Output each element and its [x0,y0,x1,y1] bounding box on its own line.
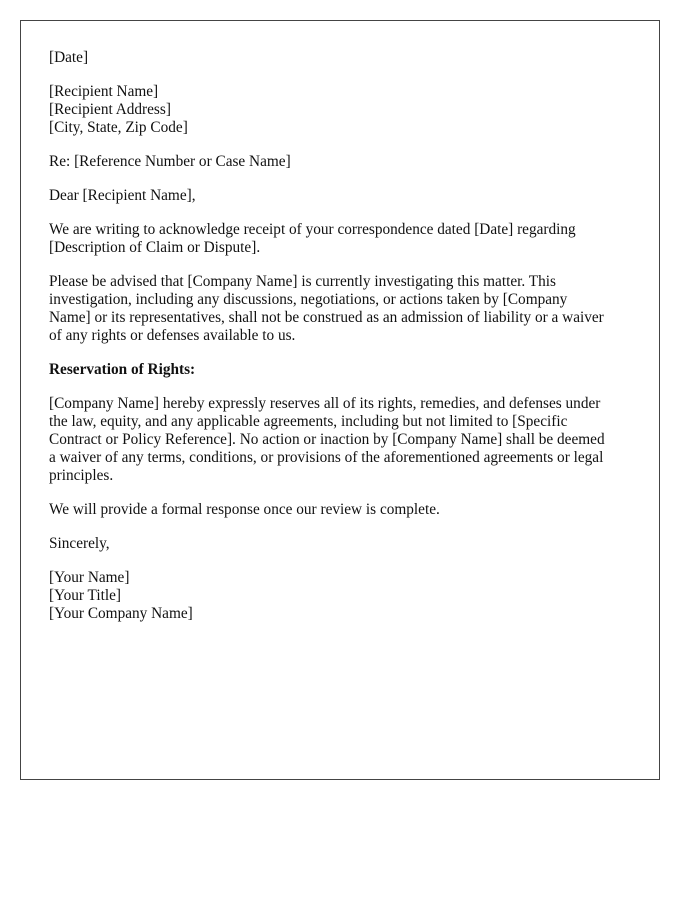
signature-title: [Your Title] [49,587,121,604]
salutation-line: Dear [Recipient Name], [49,187,196,204]
paragraph-line: We are writing to acknowledge receipt of your correspondence dated [Date] regarding [49,221,576,238]
paragraph-line: of any rights or defenses available to us. [49,327,296,344]
section-heading [49,361,639,379]
recipient-name: [Recipient Name] [49,83,159,100]
signature-block [49,569,639,623]
recipient-city-state-zip: [City, State, Zip Code] [49,119,188,136]
reservation-heading: Reservation of Rights: [49,361,196,378]
acknowledgement-paragraph [49,221,639,257]
salutation [49,187,639,205]
date-line: [Date] [49,49,89,66]
paragraph-line: the law, equity, and any applicable agreements, including but not limited to [Specific [49,413,568,430]
letter-page [20,20,660,780]
signature-name: [Your Name] [49,569,130,586]
reference-line: Re: [Reference Number or Case Name] [49,153,291,170]
response-paragraph [49,501,639,519]
paragraph-line: Please be advised that [Company Name] is currently investigating this matter. This [49,273,556,290]
paragraph-line: a waiver of any terms, conditions, or provisions of the aforementioned agreements or legal [49,449,604,466]
paragraph-line: We will provide a formal response once our review is complete. [49,501,440,518]
reservation-paragraph [49,395,639,485]
paragraph-line: investigation, including any discussions, negotiations, or actions taken by [Company [49,291,568,308]
paragraph-line: Name] or its representatives, shall not be construed as an admission of liability or a waiver [49,309,604,326]
signature-company: [Your Company Name] [49,605,193,622]
closing [49,535,639,553]
letter-date [49,49,639,67]
paragraph-line: Contract or Policy Reference]. No action or inaction by [Company Name] shall be deemed [49,431,605,448]
investigation-paragraph [49,273,639,345]
paragraph-line: [Description of Claim or Dispute]. [49,239,261,256]
paragraph-line: principles. [49,467,114,484]
letter-body [49,49,639,639]
re-line [49,153,639,171]
recipient-block [49,83,639,137]
recipient-address: [Recipient Address] [49,101,171,118]
closing-line: Sincerely, [49,535,110,552]
paragraph-line: [Company Name] hereby expressly reserves all of its rights, remedies, and defenses under [49,395,601,412]
